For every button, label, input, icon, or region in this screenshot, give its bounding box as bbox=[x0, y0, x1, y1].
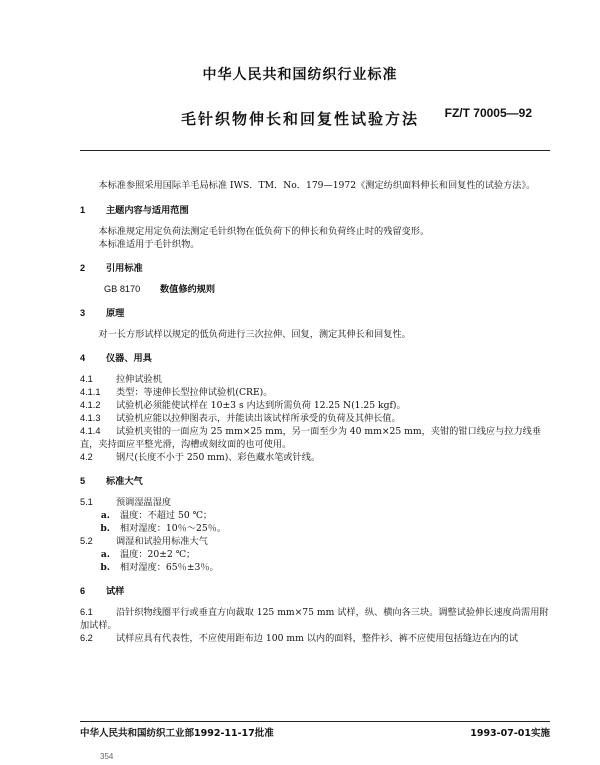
implementation-date: 1993-07-01实施 bbox=[470, 728, 550, 739]
clause-5-1: 5.1 预调湿温湿度 bbox=[80, 497, 172, 508]
list-item: b. 相对湿度：10％～25％。 bbox=[100, 523, 227, 534]
list-item: a. 温度：20±2 ℃； bbox=[100, 549, 196, 560]
section-heading: 4 仪器、用具 bbox=[80, 353, 152, 364]
standard-code: FZ/T 70005—92 bbox=[444, 106, 532, 120]
header-rule bbox=[80, 150, 550, 151]
clause-4-1-4: 4.1.4 试验机夹钳的一面应为 25 mm×25 mm，另一面至少为 40 mm×25 mm，夹钳的钳口线应与拉力线垂直，夹持面应平整光滑，沟槽或刻纹面的也可使用。 bbox=[80, 426, 542, 450]
list-item: b. 相对湿度：65％±3％。 bbox=[100, 562, 219, 573]
section-4 bbox=[80, 352, 552, 464]
clause-5-2: 5.2 调湿和试验用标准大气 bbox=[80, 536, 208, 547]
clause-6-2: 6.2 试样应具有代表性，不应使用距布边 100 mm 以内的面料，整件衫、裤不应使用包括缝边在内的试 bbox=[80, 633, 519, 644]
paragraph: 本标准适用于毛针织物。 bbox=[98, 239, 200, 250]
section-3 bbox=[80, 307, 552, 341]
standard-organization: 中华人民共和国纺织行业标准 bbox=[202, 67, 398, 83]
clause-4-1-2: 4.1.2 试验机必须能使试样在 10±3 s 内达到所需负荷 12.25 N(1.25 kgf)。 bbox=[80, 400, 406, 411]
approval-note: 中华人民共和国纺织工业部1992-11-17批准 bbox=[80, 728, 274, 739]
paragraph: 对一长方形试样以规定的低负荷进行三次拉伸、回复，测定其伸长和回复性。 bbox=[98, 329, 411, 340]
list-item: a. 温度：不超过 50 ℃； bbox=[100, 510, 213, 521]
section-heading: 2 引用标准 bbox=[80, 263, 143, 274]
clause-6-1: 6.1 沿针织物线圈平行或垂直方向裁取 125 mm×75 mm 试样，纵、横向各三块。调整试验伸长速度尚需用附加试样。 bbox=[80, 607, 549, 631]
page-number: 354 bbox=[100, 752, 114, 761]
section-heading: 3 原理 bbox=[80, 308, 125, 319]
section-heading: 6 试样 bbox=[80, 586, 125, 597]
section-5 bbox=[80, 475, 552, 574]
paragraph: 本标准规定用定负荷法测定毛针织物在低负荷下的伸长和负荷终止时的残留变形。 bbox=[98, 226, 430, 237]
document-body bbox=[80, 179, 552, 656]
referenced-standard: GB 8170 数值修约规则 bbox=[104, 284, 216, 295]
section-1 bbox=[80, 204, 552, 251]
intro-paragraph: 本标准参照采用国际羊毛局标准 IWS．TM．No．179—1972《测定纺织面料伸长和回复性的试验方法》。 bbox=[98, 180, 536, 191]
clause-4-1: 4.1 拉伸试验机 bbox=[80, 374, 162, 385]
footer-rule bbox=[80, 721, 550, 722]
clause-4-1-1: 4.1.1 类型：等速伸长型拉伸试验机(CRE)。 bbox=[80, 387, 273, 398]
section-2 bbox=[80, 262, 552, 296]
section-6 bbox=[80, 585, 552, 645]
section-heading: 1 主题内容与适用范围 bbox=[80, 205, 189, 216]
clause-4-2: 4.2 钢尺(长度不小于 250 mm)、彩色藏水笔或针线。 bbox=[80, 452, 321, 463]
section-heading: 5 标准大气 bbox=[80, 476, 143, 487]
clause-4-1-3: 4.1.3 试验机应能以拉伸图表示，并能读出该试样所承受的负荷及其伸长值。 bbox=[80, 413, 401, 424]
standard-title: 毛针织物伸长和回复性试验方法 bbox=[180, 110, 419, 128]
